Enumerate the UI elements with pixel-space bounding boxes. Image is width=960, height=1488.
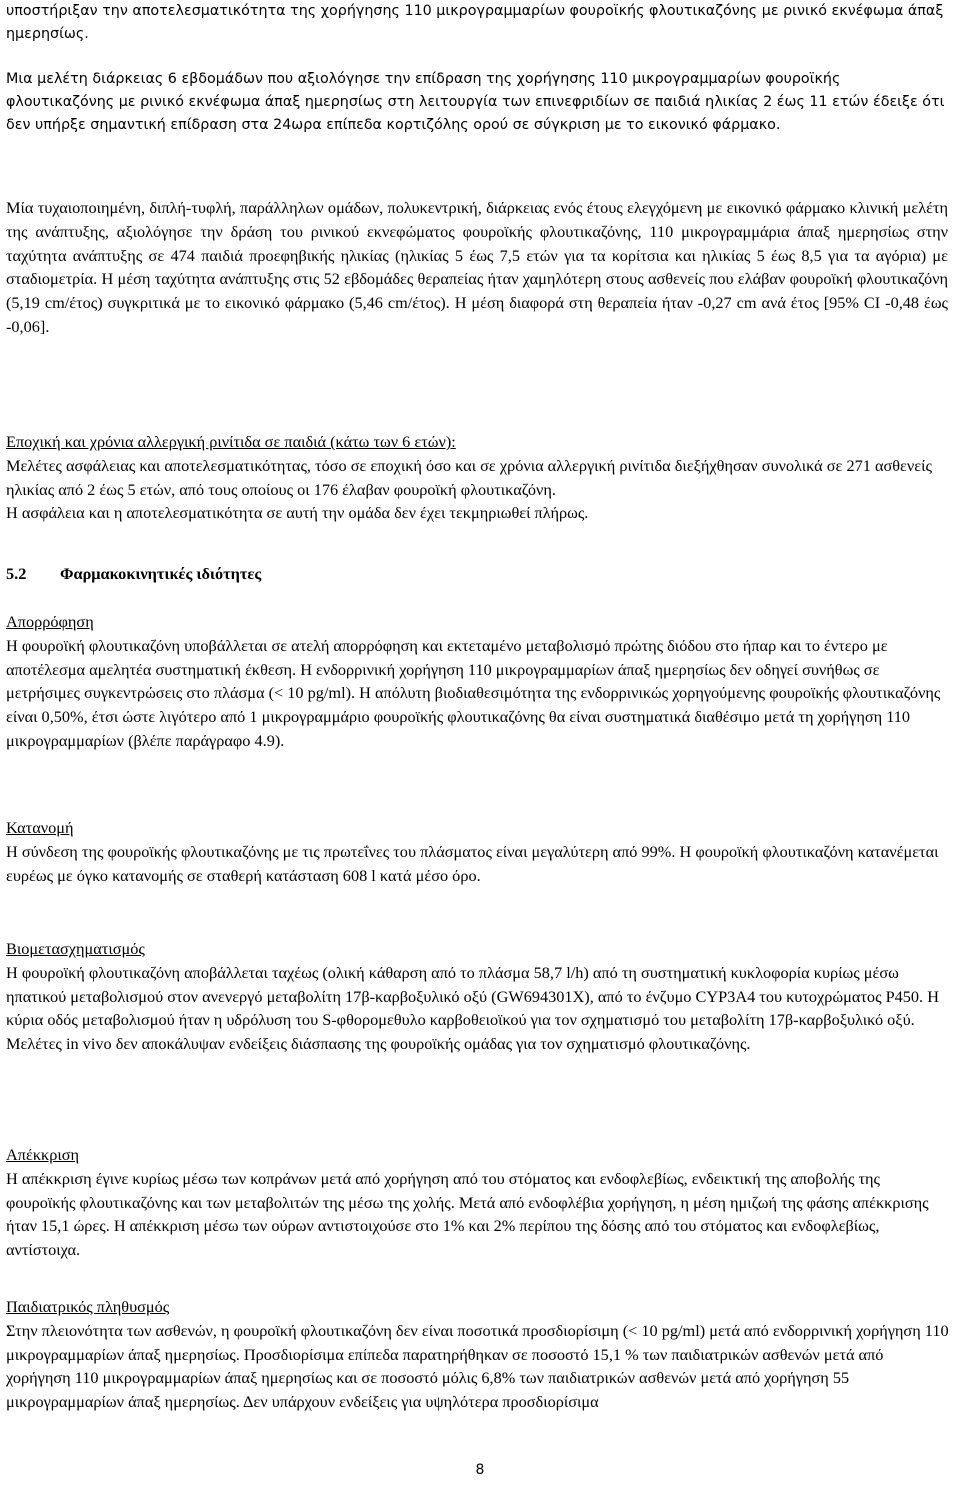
page-number: 8 <box>475 1462 485 1478</box>
metabolism-text: Η φουροϊκή φλουτικαζόνη αποβάλλεται ταχέως (ολική κάθαρση από το πλάσμα 58,7 l/h) από τη συστηματική κυκλοφορία κυρίως μέσω ηπατικού μεταβολισμού στον ανενεργό μεταβολίτη 17β-καρβοξυλικό οξύ (GW694301X), από το ένζυμο CYP3A4 του κυτοχρώματος P450. Η κύρια οδός μεταβολισμού ήταν η υδρόλυση του S-φθορομεθυλο καρβοθειοϊκού για τον σχηματισμό του μεταβολίτη 17β-καρβοξυλικό οξύ. Μελέτες in vivo δεν αποκάλυψαν ενδείξεις διάσπασης της φουροϊκής ομάδας για τον σχηματισμό φλουτικαζόνης. <box>6 962 939 1054</box>
distribution-text: Η σύνδεση της φουροϊκής φλουτικαζόνης με τις πρωτεΐνες του πλάσματος είναι μεγαλύτερη από 99%. Η φουροϊκή φλουτικαζόνη κατανέμεται ευρέως με όγκο κατανομής σε σταθερή κατάσταση 608 l κατά μέσο όρο. <box>6 841 939 885</box>
section-heading-5-2 <box>6 562 948 586</box>
metabolism-heading: Βιομετασχηματισμός <box>6 939 145 958</box>
seasonal-rhinitis-paragraph: Μελέτες ασφάλειας και αποτελεσματικότητας, τόσο σε εποχική όσο και σε χρόνια αλλεργική ρινίτιδα διεξήχθησαν συνολικά σε 271 ασθενείς ηλικίας από 2 έως 5 ετών, από τους οποίους οι 176 έλαβαν φουροϊκή φλουτικαζόνη. <box>6 455 932 499</box>
absorption-text: Η φουροϊκή φλουτικαζόνη υποβάλλεται σε ατελή απορρόφηση και εκτεταμένο μεταβολισμό πρώτης διόδου στο ήπαρ και το έντερο με αποτέλεσμα αμελητέα συστηματική έκθεση. Η ενδορρινική χορήγηση 110 μικρογραμμαρίων άπαξ ημερησίως δεν οδηγεί συνήθως σε μετρήσιμες συγκεντρώσεις στο πλάσμα (< 10 pg/ml). Η απόλυτη βιοδιαθεσιμότητα της ενδορρινικώς χορηγούμενης φουροϊκής φλουτικαζόνης είναι 0,50%, έτσι ώστε λιγότερο από 1 μικρογραμμάριο φουροϊκής φλουτικαζόνης θα είναι συστηματικά διαθέσιμο μετά τη χορήγηση 110 μικρογραμμαρίων (βλέπε παράγραφο 4.9). <box>6 635 941 750</box>
metabolism-section <box>6 937 952 1056</box>
pediatric-section <box>6 1295 952 1414</box>
seasonal-rhinitis-heading: Εποχική και χρόνια αλλεργική ρινίτιδα σε παιδιά (κάτω των 6 ετών): <box>6 432 456 451</box>
intro-paragraph-2: Μια μελέτη διάρκειας 6 εβδομάδων που αξιολόγησε την επίδραση της χορήγησης 110 μικρογραμμαρίων φουροϊκής φλουτικαζόνης με ρινικό εκνέφωμα άπαξ ημερησίως στη λειτουργία των επινεφριδίων σε παιδιά ηλικίας 2 έως 11 ετών έδειξε ότι δεν υπήρξε σημαντική επίδραση στα 24ωρα επίπεδα κορτιζόλης ορού σε σύγκριση με το εικονικό φάρμακο. <box>6 71 945 134</box>
excretion-heading: Απέκκριση <box>6 1145 80 1164</box>
pediatric-text: Στην πλειονότητα των ασθενών, η φουροϊκή φλουτικαζόνη δεν είναι ποσοτικά προσδιορίσιμη (< 10 pg/ml) μετά από ενδορρινική χορήγηση 110 μικρογραμμαρίων άπαξ ημερησίως. Προσδιορίσιμα επίπεδα παρατηρήθηκαν σε ποσοστό 15,1 % των παιδιατρικών ασθενών μετά από χορήγηση 110 μικρογραμμαρίων άπαξ ημερησίως και σε ποσοστό μόλις 6,8% των παιδιατρικών ασθενών μετά από χορήγηση 55 μικρογραμμαρίων άπαξ ημερησίως. Δεν υπάρχουν ενδείξεις για υψηλότερα προσδιορίσιμα <box>6 1320 949 1412</box>
distribution-section <box>6 816 948 887</box>
excretion-section <box>6 1143 952 1262</box>
growth-study-paragraph: Μία τυχαιοποιημένη, διπλή-τυφλή, παράλληλων ομάδων, πολυκεντρική, διάρκειας ενός έτους ελεγχόμενη με εικονικό φάρμακο κλινική μελέτη της ανάπτυξης, αξιολόγησε την δράση του ρινικού εκνεφώματος φουροϊκής φλουτικαζόνης, 110 μικρογραμμάρια άπαξ ημερησίως στην ταχύτητα ανάπτυξης σε 474 παιδιά προεφηβικής ηλικίας (ηλικίας 5 έως 7,5 ετών για τα κορίτσια και ηλικίας 5 έως 8,5 για τα αγόρια) με σταδιομετρία. Η μέση ταχύτητα ανάπτυξης στις 52 εβδομάδες θεραπείας ήταν χαμηλότερη στους ασθενείς που ελάβαν φουροϊκή φλουτικαζόνη (5,19 cm/έτος) συγκριτικά με το εικονικό φάρμακο (5,46 cm/έτος). Η μέση διαφορά στη θεραπεία ήταν -0,27 cm ανά έτος [95% CI -0,48 έως -0,06]. <box>6 198 948 336</box>
section-title: Φαρμακοκινητικές ιδιότητες <box>60 564 262 583</box>
absorption-section <box>6 610 952 753</box>
excretion-text: Η απέκκριση έγινε κυρίως μέσω των κοπράνων μετά από χορήγηση από του στόματος και ενδοφλεβίως, ενδεικτική της αποβολής της φουροϊκής φλουτικαζόνης και των μεταβολιτών της μέσω της χολής. Μετά από ενδοφλέβια χορήγηση, η μέση ημιζωή της φάσης απέκκρισης ήταν 15,1 ώρες. Η απέκκριση μέσω των ούρων αντιστοιχούσε στο 1% και 2% περίπου της δόσης από του στόματος και ενδοφλεβίως, αντίστοιχα. <box>6 1168 929 1260</box>
pediatric-heading: Παιδιατρικός πληθυσμός <box>6 1297 170 1316</box>
absorption-heading: Απορρόφηση <box>6 612 94 631</box>
section-number: 5.2 <box>6 564 27 583</box>
distribution-heading: Κατανομή <box>6 818 74 837</box>
seasonal-rhinitis-section <box>6 430 948 525</box>
seasonal-rhinitis-safety-note: Η ασφάλεια και η αποτελεσματικότητα σε αυτή την ομάδα δεν έχει τεκμηριωθεί πλήρως. <box>6 503 589 523</box>
intro-paragraph-1: υποστήριξαν την αποτελεσματικότητα της χορήγησης 110 μικρογραμμαρίων φουροϊκής φλουτικαζόνης με ρινικό εκνέφωμα άπαξ ημερησίως. <box>6 3 944 43</box>
